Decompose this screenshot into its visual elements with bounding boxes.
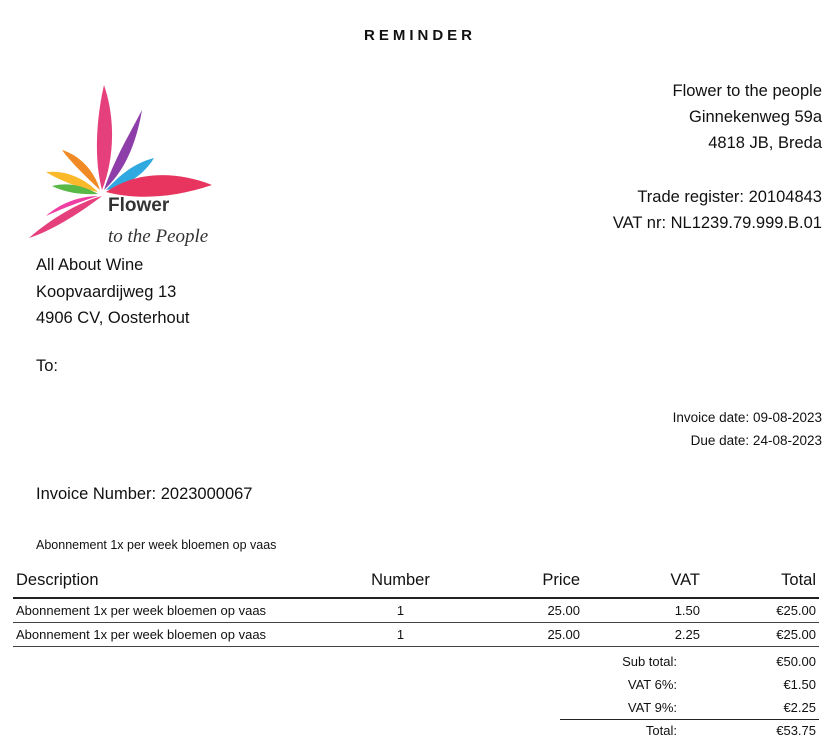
vat9-value: €2.25 [783, 700, 816, 715]
subtotal-label: Sub total: [622, 654, 677, 669]
column-header-description: Description [13, 567, 323, 598]
logo-text-people: to the People [108, 226, 209, 247]
company-logo [24, 80, 234, 250]
to-label: To: [36, 357, 59, 375]
recipient-name: All About Wine [36, 256, 144, 274]
row-vat: 1.50 [583, 598, 703, 623]
items-table [13, 567, 819, 647]
row-vat: 2.25 [583, 623, 703, 647]
vat9-row [560, 696, 819, 720]
sender-city: 4818 JB, Breda [708, 134, 822, 152]
total-label: Total: [560, 720, 680, 742]
total-value: €53.75 [680, 720, 819, 742]
grand-total-row [560, 720, 819, 742]
invoice-number: Invoice Number: 2023000067 [36, 485, 253, 503]
row-price: 25.00 [478, 623, 583, 647]
column-header-price: Price [478, 567, 583, 598]
subtotal-value: €50.00 [776, 654, 816, 669]
due-date: Due date: 24-08-2023 [690, 433, 822, 448]
recipient-address [36, 252, 190, 332]
sender-vat-number: VAT nr: NL1239.79.999.B.01 [612, 214, 822, 232]
invoice-subject: Abonnement 1x per week bloemen op vaas [36, 538, 277, 552]
vat6-value: €1.50 [783, 677, 816, 692]
row-total: €25.00 [703, 598, 819, 623]
subtotal-row [560, 650, 819, 673]
row-total: €25.00 [703, 623, 819, 647]
recipient-street: Koopvaardijweg 13 [36, 282, 177, 301]
invoice-date: Invoice date: 09-08-2023 [672, 410, 822, 425]
sender-address [613, 78, 822, 236]
table-header-row [13, 567, 819, 598]
row-number: 1 [323, 598, 478, 623]
column-header-number: Number [323, 567, 478, 598]
logo-text-flower: Flower [108, 195, 170, 216]
table-row [13, 623, 819, 647]
recipient-city: 4906 CV, Oosterhout [36, 309, 190, 327]
row-description: Abonnement 1x per week bloemen op vaas [13, 623, 323, 647]
flower-logo-icon [24, 80, 234, 250]
row-price: 25.00 [478, 598, 583, 623]
column-header-total: Total [703, 567, 819, 598]
vat6-label: VAT 6%: [627, 677, 677, 692]
invoice-dates [673, 406, 822, 452]
sender-trade-register: Trade register: 20104843 [637, 188, 822, 206]
sender-street: Ginnekenweg 59a [688, 108, 822, 126]
row-number: 1 [323, 623, 478, 647]
vat9-label: VAT 9%: [627, 700, 677, 715]
row-description: Abonnement 1x per week bloemen op vaas [13, 598, 323, 623]
document-title: REMINDER [363, 27, 476, 44]
column-header-vat: VAT [583, 567, 703, 598]
vat6-row [560, 673, 819, 696]
totals-table [560, 650, 819, 741]
table-row [13, 598, 819, 623]
sender-name: Flower to the people [672, 82, 822, 100]
